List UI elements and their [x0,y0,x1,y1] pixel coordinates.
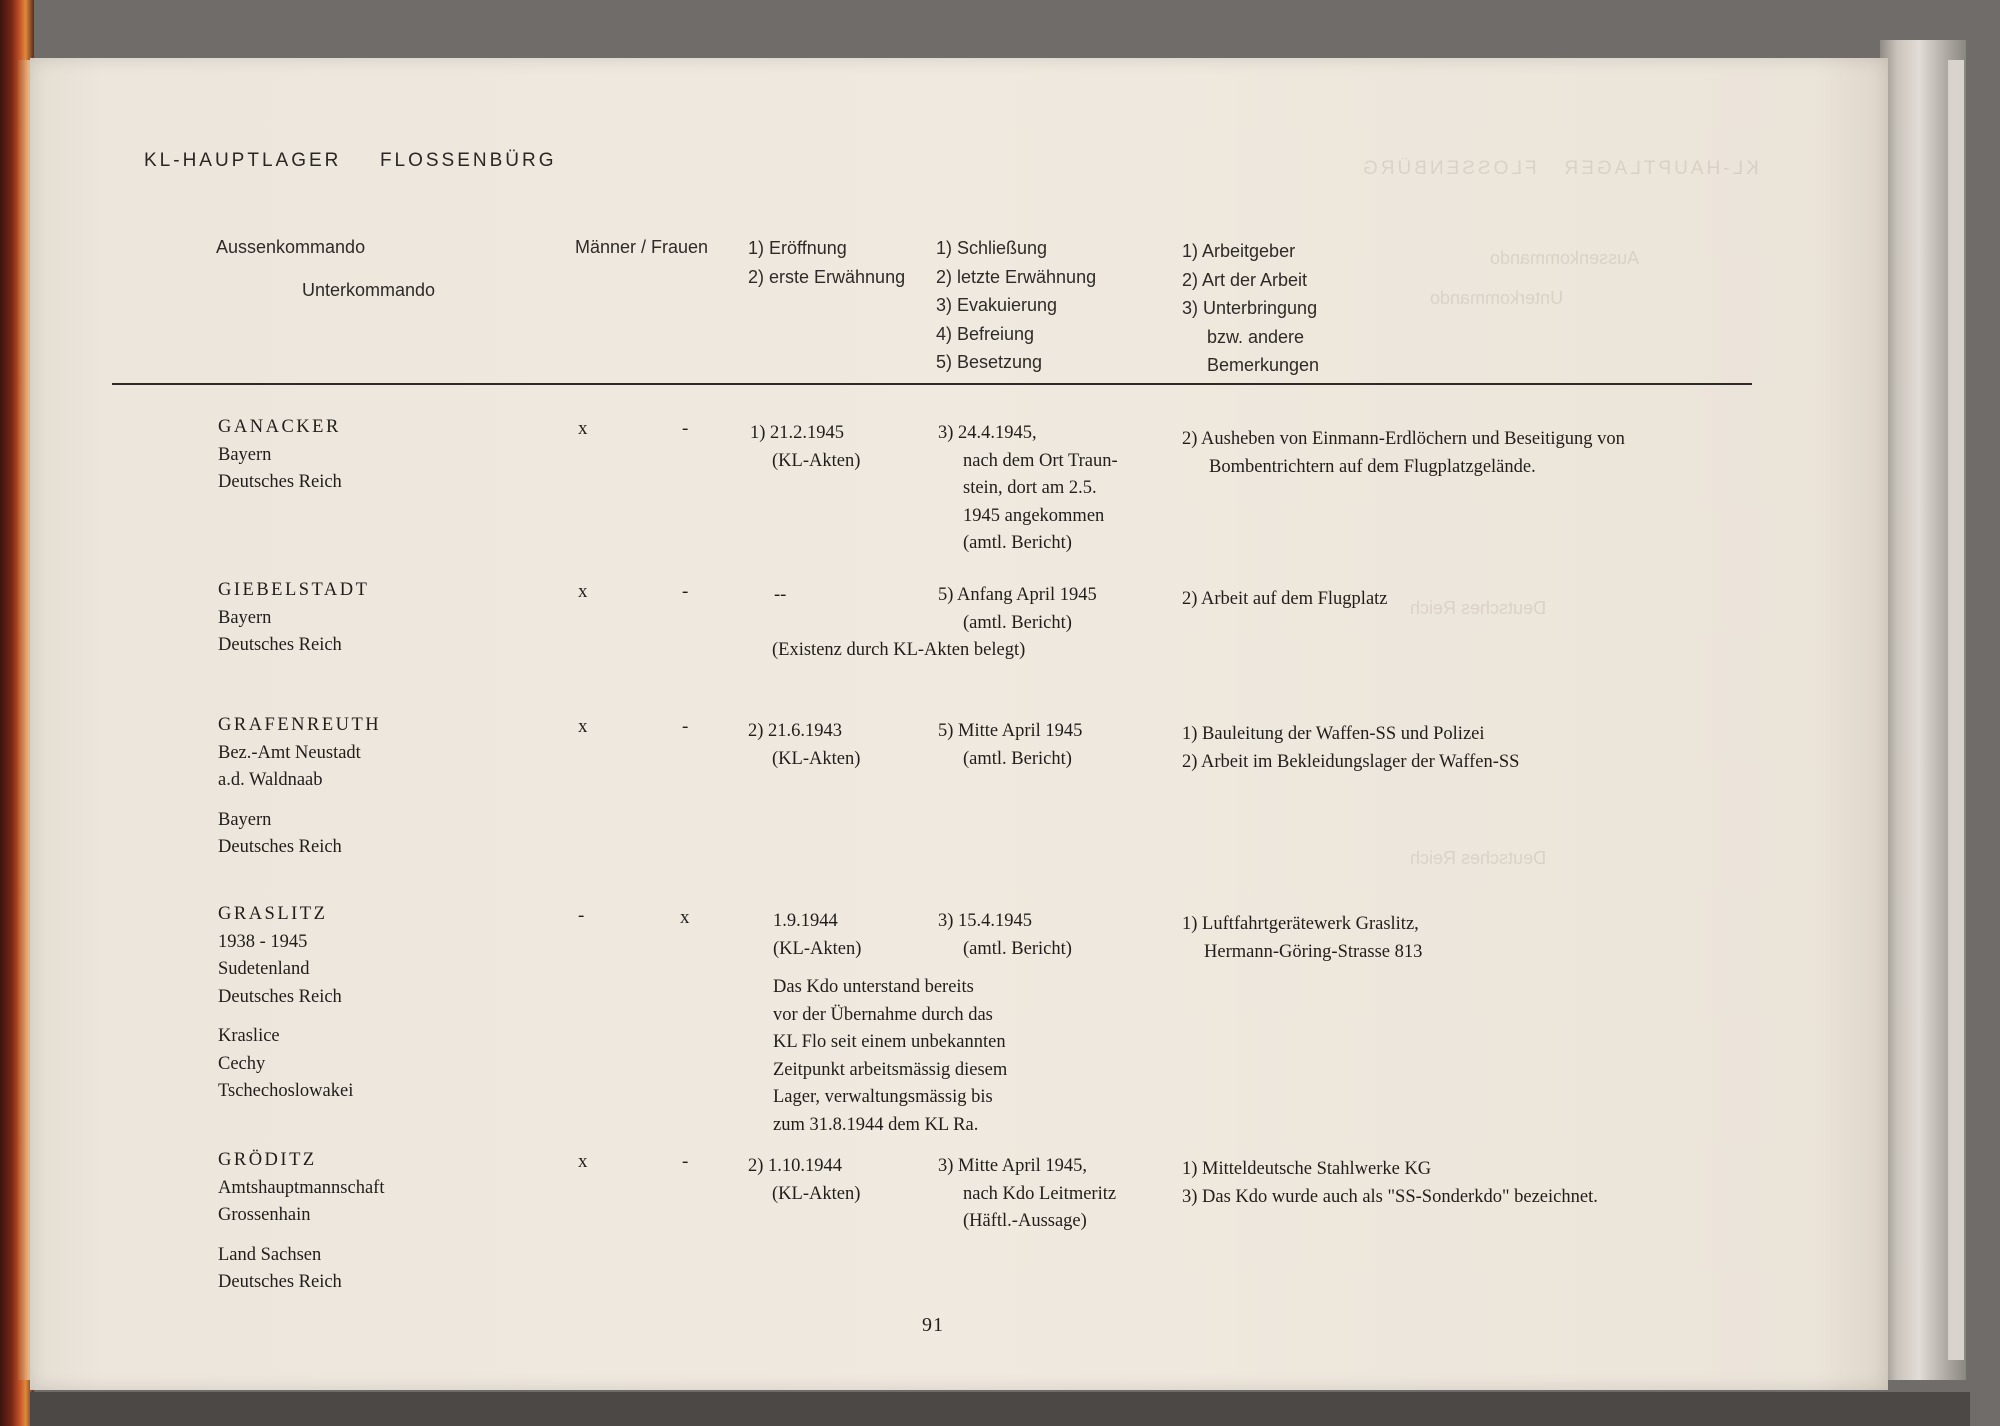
table-row-giebelstadt-location: GIEBELSTADT Bayern Deutsches Reich [218,580,370,655]
table-row-giebelstadt-closing: 5) Anfang April 1945 (amtl. Bericht) [938,585,1097,633]
table-row-ganacker-opening: 1) 21.2.1945 (KL-Akten) [750,423,861,471]
header-rule [112,383,1752,385]
maenner-mark: x [578,581,588,602]
show-through-header: KL-HAUPTLAGER FLOSSENBÜRG [1360,158,1759,179]
table-row-groeditz-opening: 2) 1.10.1944 (KL-Akten) [748,1156,861,1204]
page-number: 91 [922,1314,944,1336]
column-heading-dates-close: 1) Schließung 2) letzte Erwähnung 3) Evakuierung 4) Befreiung 5) Besetzung [936,238,1097,372]
frauen-mark: x [680,907,690,928]
maenner-mark: x [578,716,588,737]
frauen-mark: - [682,418,689,439]
maenner-mark: - [578,905,585,926]
frauen-mark: - [682,1151,689,1172]
table-row-ganacker-location: GANACKER Bayern Deutsches Reich [218,417,342,492]
table-row-graslitz-remarks: 1) Luftfahrtgerätewerk Graslitz, Hermann-Göring-Strasse 813 [1182,914,1423,962]
header-part2: FLOSSENBÜRG [379,150,557,171]
maenner-mark: x [578,1151,588,1172]
column-heading-maenner-frauen: Männer / Frauen [575,237,709,257]
maenner-mark: x [578,418,588,439]
table-row-giebelstadt-remarks: 2) Arbeit auf dem Flugplatz [1182,589,1388,609]
table-row-graslitz-closing: 3) 15.4.1945 (amtl. Bericht) [938,911,1072,959]
table-row-grafenreuth-closing: 5) Mitte April 1945 (amtl. Bericht) [938,721,1083,769]
column-heading-unterkommando: Unterkommando [302,280,436,300]
table-row-grafenreuth-location: GRAFENREUTH Bez.-Amt Neustadt a.d. Waldnaab Bayern Deutsches Reich [218,715,382,857]
column-heading-remarks: 1) Arbeitgeber 2) Art der Arbeit 3) Unterbringung bzw. andere Bemerkungen [1182,241,1320,375]
table-row-giebelstadt-note: (Existenz durch KL-Akten belegt) [772,640,1026,660]
table-row-giebelstadt-opening: -- [774,585,787,605]
table-row-graslitz-opening: 1.9.1944 (KL-Akten) [773,911,862,959]
column-heading-dates-open: 1) Eröffnung 2) erste Erwähnung [748,238,906,287]
header-part1: KL-HAUPTLAGER [144,150,342,171]
show-through-text: Deutsches Reich [1410,848,1547,868]
table-row-grafenreuth-opening: 2) 21.6.1943 (KL-Akten) [748,721,861,769]
table-row-ganacker-remarks: 2) Ausheben von Einmann-Erdlöchern und Beseitigung von Bombentrichtern auf dem Flugplatzgelände. [1182,429,1625,477]
show-through-text: Aussenkommando [1490,248,1640,268]
table-row-graslitz-note: Das Kdo unterstand bereits vor der Übernahme durch das KL Flo seit einem unbekannten Zeitpunkt arbeitsmässig diesem Lager, verwaltungsmässig bis zum 31.8.1944 dem KL Ra. [773,977,1008,1135]
table-row-grafenreuth-remarks: 1) Bauleitung der Waffen-SS und Polizei 2) Arbeit im Bekleidungslager der Waffen-SS [1182,724,1520,772]
show-through-text: Deutsches Reich [1410,598,1547,618]
table-row-graslitz-location: GRASLITZ 1938 - 1945 Sudetenland Deutsches Reich Kraslice Cechy Tschechoslowakei [218,904,354,1101]
photo-background-bottom [30,1392,1970,1426]
page-header [144,150,557,172]
table-row-groeditz-remarks: 1) Mitteldeutsche Stahlwerke KG 3) Das Kdo wurde auch als "SS-Sonderkdo" bezeichnet. [1182,1159,1598,1207]
book-cover-edge [1948,60,1964,1360]
table-row-groeditz-closing: 3) Mitte April 1945, nach Kdo Leitmeritz (Häftl.-Aussage) [938,1156,1117,1231]
table-row-groeditz-location: GRÖDITZ Amtshauptmannschaft Grossenhain Land Sachsen Deutsches Reich [218,1150,385,1292]
frauen-mark: - [682,716,689,737]
table-row-ganacker-closing: 3) 24.4.1945, nach dem Ort Traun- stein, dort am 2.5. 1945 angekommen (amtl. Bericht) [938,423,1118,553]
column-heading-aussenkommando: Aussenkommando [216,237,366,257]
show-through-text: Unterkommando [1430,288,1564,308]
frauen-mark: - [682,581,689,602]
